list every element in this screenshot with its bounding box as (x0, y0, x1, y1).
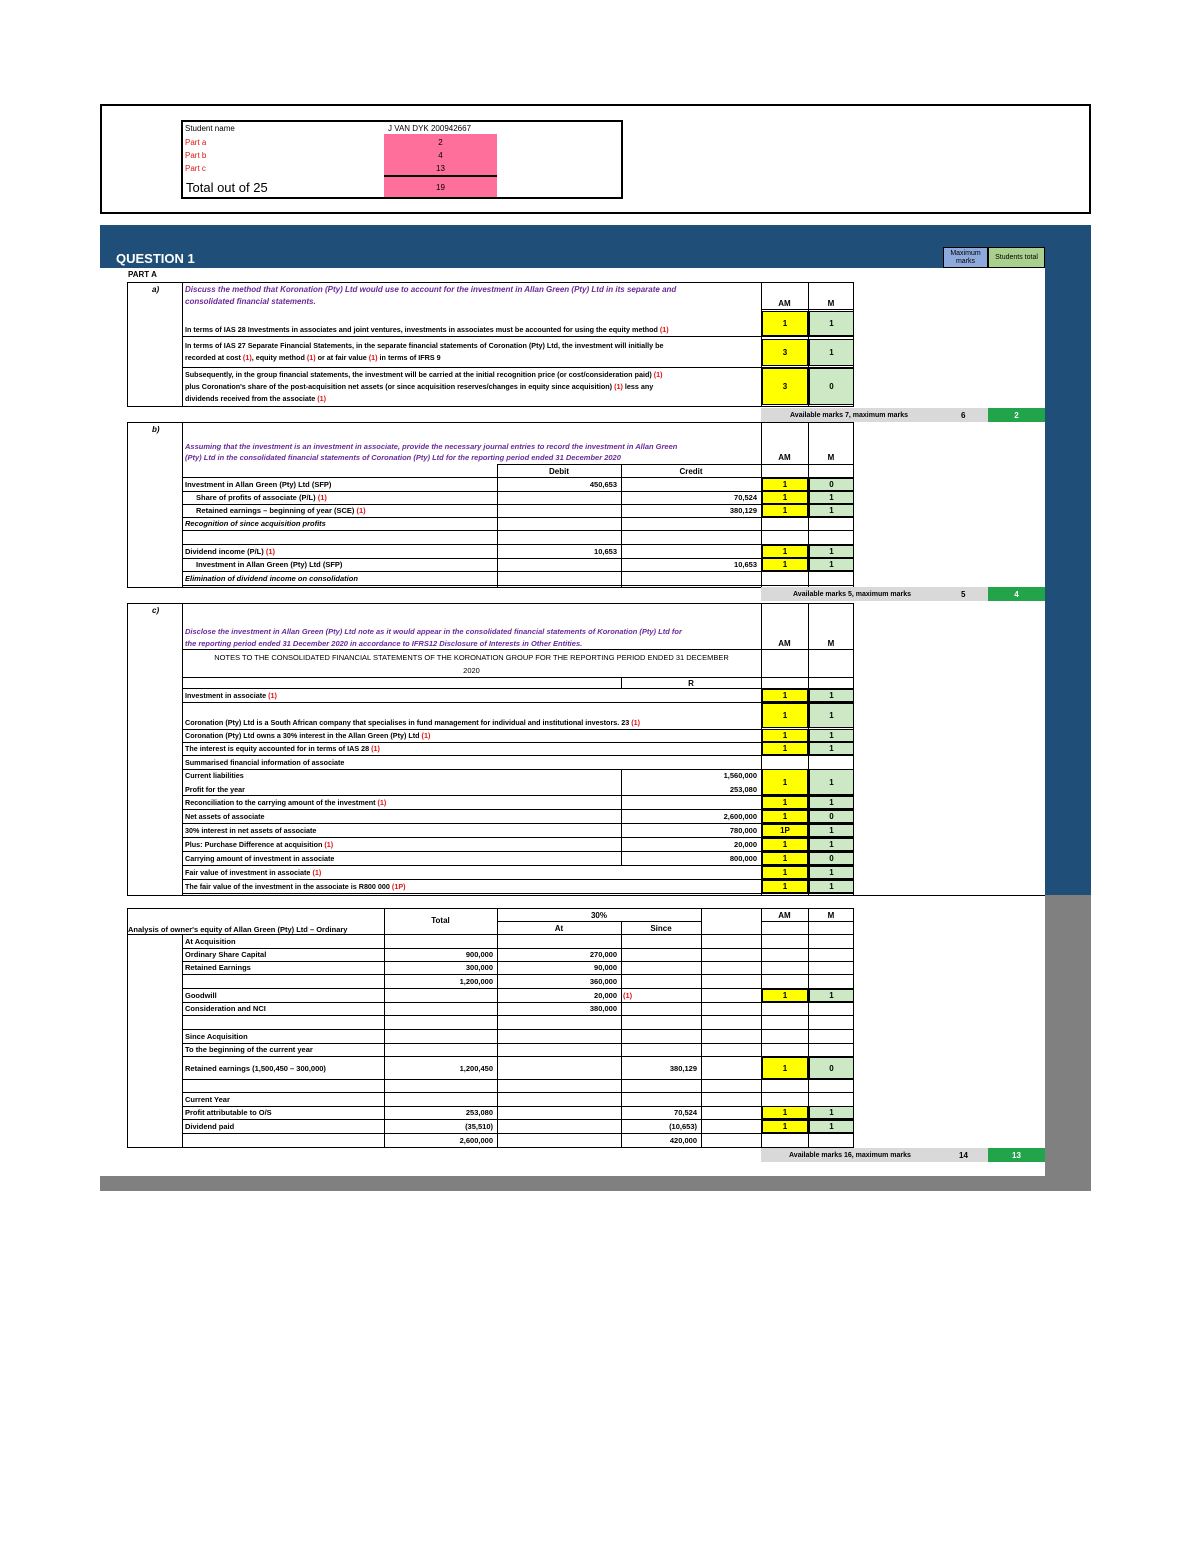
currency-header: R (688, 679, 694, 688)
part-b-question-line1: Assuming that the investment is an investment in associate, provide the necessary journal entries to record the investment in Allan Green (185, 442, 678, 451)
part-b-question-line2: (Pty) Ltd in the consolidated financial statements of Coronation (Pty) Ltd for the reporting period ended 31 December 2020 (185, 453, 621, 462)
part-a-answer-2-am: 3 (762, 339, 808, 366)
analysis-row-m: 1 (809, 989, 854, 1002)
part-a-answer-2-line1: In terms of IAS 27 Separate Financial Statements, in the separate financial statements of Coronation (Pty) Ltd, the investment will initially be (185, 341, 664, 350)
analysis-row-label: Retained Earnings (185, 963, 251, 972)
disclosure-row-am: 1 (762, 852, 808, 865)
part-a-answer-1: In terms of IAS 28 Investments in associates and joint ventures, investments in associates must be accounted for using the equity method (1) (185, 325, 669, 334)
part-a-score-label: Part a (185, 138, 207, 147)
analysis-row-label: Ordinary Share Capital (185, 950, 267, 959)
analysis-since-header: Since (650, 924, 672, 933)
analysis-row-at: 20,000 (594, 991, 617, 1000)
part-c-question-line1: Disclose the investment in Allan Green (Pty) Ltd note as it would appear in the consolidated financial statements of Koronation (Pty) Ltd for (185, 627, 682, 636)
max-marks-label: Maximum marks (950, 249, 981, 265)
analysis-row-line (182, 1079, 854, 1080)
part-c-score-label: Part c (185, 164, 206, 173)
journal-row-am: 1 (762, 558, 808, 571)
score-divider (384, 175, 497, 177)
analysis-row-line (182, 1133, 854, 1134)
disclosure-row-am: 1 (762, 880, 808, 893)
disclosure-row-line (182, 865, 854, 866)
disclosure-row-m: 1 (809, 729, 854, 742)
disclosure-row-label: Summarised financial information of associate (185, 758, 345, 767)
journal-row-debit: 10,653 (594, 547, 617, 556)
analysis-at-header: At (554, 924, 564, 933)
analysis-row-label: Since Acquisition (185, 1032, 248, 1041)
analysis-row-label: Retained earnings (1,500,450 – 300,000) (185, 1064, 326, 1073)
part-a-question-line2: consolidated financial statements. (185, 297, 316, 306)
part-c-max: 14 (959, 1151, 968, 1160)
disclosure-row-line (182, 893, 854, 894)
journal-row-credit: 10,653 (734, 560, 757, 569)
part-a-available-label: Available marks 7, maximum marks (790, 412, 909, 419)
analysis-row-total: 253,080 (465, 1108, 493, 1117)
disclosure-value-divider (621, 796, 622, 809)
disclosure-value-divider (621, 838, 622, 851)
part-label: PART A (128, 270, 157, 279)
analysis-row-label: Current Year (185, 1095, 230, 1104)
part-a-max: 6 (961, 411, 966, 420)
part-a-answer-3-line1: Subsequently, in the group financial statements, the investment will be carried at the initial recognition price (or cost/consideration paid) (1) (185, 370, 663, 379)
analysis-row-line (182, 1029, 854, 1030)
analysis-row-m: 0 (809, 1057, 854, 1079)
disclosure-row-label: Reconciliation to the carrying amount of the investment (1) (185, 798, 387, 807)
analysis-pct-header: 30% (590, 911, 607, 920)
disclosure-row-am: 1 (762, 729, 808, 742)
part-a-score: 2 (438, 138, 443, 147)
disclosure-row-am: 1 (762, 703, 808, 728)
analysis-row-line (182, 988, 854, 989)
journal-row-credit: 380,129 (729, 506, 757, 515)
disclosure-row-m: 1 (809, 689, 854, 702)
part-c-total: 13 (988, 1148, 1045, 1162)
disclosure-row-am: 1 (762, 796, 808, 809)
part-a-answer-1-am: 1 (762, 311, 808, 336)
disclosure-row-label: Coronation (Pty) Ltd owns a 30% interest in the Allan Green (Pty) Ltd (1) (185, 731, 431, 740)
analysis-row-label: Dividend paid (185, 1122, 235, 1131)
journal-row-label: Recognition of since acquisition profits (185, 519, 326, 528)
journal-row-am: 1 (762, 504, 808, 517)
disclosure-row-m: 0 (809, 852, 854, 865)
analysis-row-total: 2,600,000 (459, 1136, 493, 1145)
journal-row-line (182, 571, 854, 572)
disclosure-row-am: 1P (762, 824, 808, 837)
analysis-row-note: (1) (623, 991, 633, 1000)
analysis-row-m: 1 (809, 1106, 854, 1119)
disclosure-row-m: 1 (809, 838, 854, 851)
analysis-row-am: 1 (762, 1106, 808, 1119)
journal-row-credit: 70,524 (734, 493, 757, 502)
student-name-label: Student name (185, 124, 235, 133)
analysis-row-line (182, 1106, 854, 1107)
part-b-score: 4 (438, 151, 443, 160)
right-grey-band (1045, 895, 1091, 1191)
analysis-row-line (182, 1015, 854, 1016)
part-c-number: c) (152, 606, 160, 615)
disclosure-row-label: Investment in associate (1) (185, 691, 277, 700)
disclosure-row-m: 0 (809, 810, 854, 823)
disclosure-row-line (182, 823, 854, 824)
total-label: Total out of 25 (186, 180, 268, 195)
part-c-am-header: AM (778, 639, 791, 648)
journal-row-line (182, 585, 854, 586)
disclosure-row-m: 1 (809, 742, 854, 755)
disclosure-row-label: Net assets of associate (185, 812, 265, 821)
analysis-row-line (182, 974, 854, 975)
bottom-grey-bar (100, 1176, 1091, 1191)
disclosure-value-divider (621, 810, 622, 823)
disclosure-value-divider (621, 852, 622, 865)
journal-row-line (182, 530, 854, 531)
credit-header: Credit (679, 467, 703, 476)
journal-row-debit: 450,653 (589, 480, 617, 489)
analysis-title: Analysis of owner's equity of Allan Green (Pty) Ltd – Ordinary (128, 925, 348, 934)
journal-row-label: Elimination of dividend income on consolidation (185, 574, 358, 583)
disclosure-row-value: 253,080 (729, 785, 757, 794)
part-c-bottom-line (127, 895, 1045, 896)
disclosure-row-m: 1 (809, 824, 854, 837)
analysis-row-total: (35,510) (465, 1122, 493, 1131)
disclosure-row-value: 1,560,000 (723, 771, 757, 780)
analysis-row-since: 70,524 (674, 1108, 697, 1117)
analysis-row-label: At Acquisition (185, 937, 236, 946)
disclosure-row-label: Current liabilities (185, 771, 244, 780)
part-a-answer-3-m: 0 (809, 368, 854, 405)
disclosure-row-line (182, 851, 854, 852)
right-blue-band (1045, 247, 1091, 895)
journal-row-m: 1 (809, 558, 854, 571)
notes-title-line2: 2020 (463, 666, 480, 675)
analysis-m-header: M (827, 911, 835, 920)
analysis-row-am: 1 (762, 1057, 808, 1079)
analysis-row-at: 360,000 (589, 977, 617, 986)
journal-row-label: Investment in Allan Green (Pty) Ltd (SFP) (196, 560, 343, 569)
analysis-row-line (182, 1092, 854, 1093)
journal-row-m: 0 (809, 478, 854, 491)
disclosure-row-line (182, 837, 854, 838)
part-a-question-line1: Discuss the method that Koronation (Pty) Ltd would use to account for the investment in Allan Green (Pty) Ltd in its separate and (185, 285, 677, 294)
disclosure-row-label: Plus: Purchase Difference at acquisition (1) (185, 840, 334, 849)
part-a-answer-2-line2: recorded at cost (1), equity method (1) or at fair value (1) in terms of IFRS 9 (185, 353, 441, 362)
part-c-question-line2: the reporting period ended 31 December 2020 in accordance to IFRS12 Disclosure of Interests in Other Entities. (185, 639, 583, 648)
disclosure-row-m: 1 (809, 769, 854, 795)
part-a-answer-1-m: 1 (809, 311, 854, 336)
disclosure-value-divider (621, 824, 622, 837)
part-a-answer-3-line3: dividends received from the associate (1) (185, 394, 327, 403)
part-a-m-header: M (827, 299, 835, 308)
disclosure-row-am: 1 (762, 769, 808, 795)
disclosure-row-label: Carrying amount of investment in associate (185, 854, 335, 863)
part-a-number: a) (152, 285, 160, 294)
analysis-row-at: 380,000 (589, 1004, 617, 1013)
disclosure-row-am: 1 (762, 689, 808, 702)
analysis-row-total: 300,000 (465, 963, 493, 972)
disclosure-value-divider (621, 783, 622, 795)
part-b-number: b) (152, 425, 160, 434)
journal-row-line (182, 544, 854, 545)
student-total-label: Students total (995, 254, 1038, 261)
part-a-answer-3-am: 3 (762, 368, 808, 405)
analysis-row-m: 1 (809, 1120, 854, 1133)
disclosure-row-value: 2,600,000 (723, 812, 757, 821)
notes-title-line1: NOTES TO THE CONSOLIDATED FINANCIAL STATEMENTS OF THE KORONATION GROUP FOR THE REPORTING PERIOD ENDED 31 DECEMBER (214, 653, 729, 662)
disclosure-row-line (182, 755, 854, 756)
disclosure-row-line (182, 879, 854, 880)
part-b-am-header: AM (778, 453, 791, 462)
part-a-answer-2-m: 1 (809, 339, 854, 366)
analysis-row-line (182, 1119, 854, 1120)
part-a-answer-3-line2: plus Coronation's share of the post-acquisition net assets (or since acquisition reserves/changes in equity since acquisition) (1) less any (185, 382, 654, 391)
part-c-m-header: M (827, 639, 835, 648)
analysis-row-since: 380,129 (669, 1064, 697, 1073)
analysis-row-since: (10,653) (669, 1122, 697, 1131)
disclosure-row-label: Coronation (Pty) Ltd is a South African company that specialises in fund management for individual and institutional investors. 23 (1) (185, 718, 641, 727)
journal-row-label: Investment in Allan Green (Pty) Ltd (SFP) (185, 480, 332, 489)
student-total-header (988, 247, 1045, 268)
analysis-row-label: Consideration and NCI (185, 1004, 266, 1013)
journal-row-m: 1 (809, 491, 854, 504)
max-marks-header (943, 247, 988, 268)
disclosure-row-am: 1 (762, 742, 808, 755)
journal-row-label: Dividend income (P/L) (1) (185, 547, 276, 556)
disclosure-row-am: 1 (762, 866, 808, 879)
disclosure-row-value: 780,000 (729, 826, 757, 835)
part-b-m-header: M (827, 453, 835, 462)
analysis-row-label: To the beginning of the current year (185, 1045, 313, 1054)
analysis-row-am: 1 (762, 1120, 808, 1133)
disclosure-row-am: 1 (762, 838, 808, 851)
journal-row-label: Retained earnings – beginning of year (SCE) (1) (196, 506, 366, 515)
disclosure-row-m: 1 (809, 880, 854, 893)
journal-row-am: 1 (762, 545, 808, 558)
journal-row-am: 1 (762, 478, 808, 491)
disclosure-row-label: 30% interest in net assets of associate (185, 826, 317, 835)
part-b-total: 4 (988, 587, 1045, 601)
part-b-available-label: Available marks 5, maximum marks (793, 591, 912, 598)
disclosure-row-line (182, 702, 854, 703)
question-title-bar (100, 247, 943, 268)
part-b-score-label: Part b (185, 151, 207, 160)
disclosure-row-label: Profit for the year (185, 785, 245, 794)
analysis-row-at: 90,000 (594, 963, 617, 972)
disclosure-row-am: 1 (762, 810, 808, 823)
total-score: 19 (436, 183, 445, 192)
journal-row-am: 1 (762, 491, 808, 504)
analysis-row-line (182, 1147, 854, 1148)
disclosure-row-line (182, 795, 854, 796)
analysis-row-total: 1,200,000 (459, 977, 493, 986)
analysis-row-line (182, 1056, 854, 1057)
question-title: QUESTION 1 (116, 251, 195, 266)
analysis-row-am: 1 (762, 989, 808, 1002)
journal-row-label: Share of profits of associate (P/L) (1) (196, 493, 327, 502)
analysis-row-at: 270,000 (589, 950, 617, 959)
disclosure-row-m: 1 (809, 866, 854, 879)
journal-row-m: 1 (809, 504, 854, 517)
disclosure-row-m: 1 (809, 796, 854, 809)
disclosure-row-value: 800,000 (729, 854, 757, 863)
analysis-row-since: 420,000 (669, 1136, 697, 1145)
disclosure-row-label: Fair value of investment in associate (1) (185, 868, 322, 877)
journal-row-m: 1 (809, 545, 854, 558)
disclosure-row-label: The interest is equity accounted for in terms of IAS 28 (1) (185, 744, 380, 753)
analysis-total-header: Total (431, 916, 450, 925)
disclosure-row-value: 20,000 (734, 840, 757, 849)
student-name-value: J VAN DYK 200942667 (388, 124, 472, 133)
part-c-available-label: Available marks 16, maximum marks (789, 1152, 911, 1159)
question-top-bar (100, 225, 1091, 247)
part-a-total: 2 (988, 408, 1045, 422)
analysis-row-label: Profit attributable to O/S (185, 1108, 272, 1117)
debit-header: Debit (549, 467, 569, 476)
analysis-row-total: 1,200,450 (459, 1064, 493, 1073)
analysis-row-total: 900,000 (465, 950, 493, 959)
part-b-max: 5 (961, 590, 966, 599)
disclosure-row-line (182, 809, 854, 810)
part-a-am-header: AM (778, 299, 791, 308)
analysis-am-header: AM (778, 911, 791, 920)
disclosure-row-m: 1 (809, 703, 854, 728)
disclosure-row-label: The fair value of the investment in the associate is R800 000 (1P) (185, 882, 406, 891)
part-c-score: 13 (436, 164, 445, 173)
analysis-row-label: Goodwill (185, 991, 217, 1000)
